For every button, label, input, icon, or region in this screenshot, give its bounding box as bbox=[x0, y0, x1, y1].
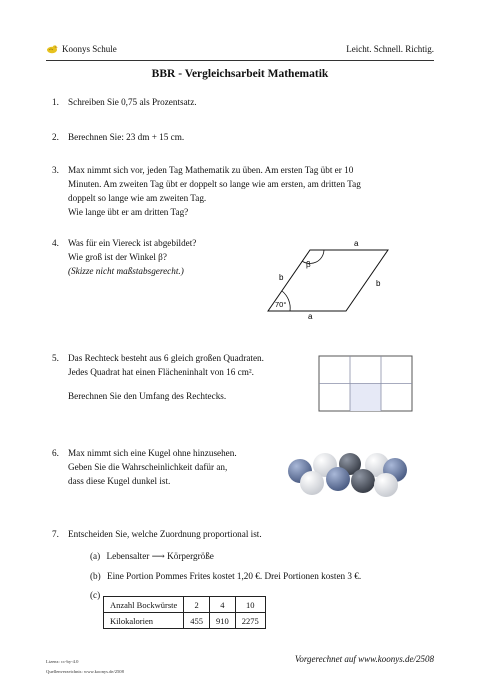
task-text: doppelt so lange wie am zweiten Tag. bbox=[68, 193, 207, 203]
ball-blue bbox=[326, 467, 350, 491]
balls-figure bbox=[282, 448, 412, 504]
option-text: Eine Portion Pommes Frites kostet 1,20 €. Drei Portionen kosten 3 €. bbox=[107, 571, 362, 581]
task-text: Schreiben Sie 0,75 als Prozentsatz. bbox=[68, 97, 197, 107]
option-label: (a) bbox=[90, 551, 101, 561]
koonys-logo-icon bbox=[46, 44, 58, 54]
table-cell: 455 bbox=[184, 613, 210, 629]
brand-name: Koonys Schule bbox=[62, 44, 117, 54]
task-text: Berechnen Sie: 23 dm + 15 cm. bbox=[68, 132, 185, 142]
task-number: 6. bbox=[52, 448, 59, 458]
task-7 bbox=[52, 527, 428, 541]
task-question: Wie lange übt er am dritten Tag? bbox=[68, 207, 189, 217]
task-text: Das Rechteck besteht aus 6 gleich großen Quadraten. bbox=[68, 353, 264, 363]
task-number: 1. bbox=[52, 97, 59, 107]
label-a-top: a bbox=[354, 239, 359, 248]
table-cell: 910 bbox=[210, 613, 236, 629]
option-label: (c) bbox=[90, 590, 101, 600]
task-number: 2. bbox=[52, 132, 59, 142]
task-text: Minuten. Am zweiten Tag übt er doppelt so lange wie am ersten, am dritten Tag bbox=[68, 179, 361, 189]
header-slogan: Leicht. Schnell. Richtig. bbox=[346, 44, 434, 54]
label-b-left: b bbox=[279, 273, 284, 282]
task-text: Max nimmt sich vor, jeden Tag Mathematik zu üben. Am ersten Tag übt er 10 bbox=[68, 165, 354, 175]
ball-white bbox=[374, 473, 398, 497]
task-4 bbox=[52, 236, 197, 278]
task-text: Geben Sie die Wahrscheinlichkeit dafür an, bbox=[68, 462, 228, 472]
task-text: Max nimmt sich eine Kugel ohne hinzusehen. bbox=[68, 448, 237, 458]
license-text: Lizenz: cc-by-4.0 bbox=[46, 659, 79, 664]
table-cell: 2 bbox=[184, 597, 210, 613]
task-5 bbox=[52, 351, 264, 403]
option-b bbox=[90, 569, 361, 583]
task-question: dass diese Kugel dunkel ist. bbox=[68, 476, 171, 486]
option-a bbox=[90, 549, 214, 563]
option-text: Lebensalter ⟶ Körpergröße bbox=[106, 551, 214, 561]
task-text: Was für ein Viereck ist abgebildet? bbox=[68, 238, 197, 248]
table-cell: 4 bbox=[210, 597, 236, 613]
ball-white bbox=[300, 471, 324, 495]
task-number: 3. bbox=[52, 165, 59, 175]
task-number: 7. bbox=[52, 529, 59, 539]
table-cell: 2275 bbox=[235, 613, 265, 629]
label-a-bottom: a bbox=[308, 312, 313, 320]
page-title: BBR - Vergleichsarbeit Mathematik bbox=[151, 68, 329, 80]
label-angle: 70° bbox=[275, 300, 287, 309]
table-row bbox=[104, 597, 266, 613]
bockwurst-table bbox=[103, 596, 266, 629]
task-number: 5. bbox=[52, 353, 59, 363]
task-text: Entscheiden Sie, welche Zuordnung proportional ist. bbox=[68, 529, 262, 539]
option-label: (b) bbox=[90, 571, 101, 581]
task-6 bbox=[52, 446, 237, 488]
task-question: Berechnen Sie den Umfang des Rechtecks. bbox=[68, 391, 227, 401]
grid-highlight-cell bbox=[350, 384, 381, 412]
task-3 bbox=[52, 163, 428, 219]
parallelogram-figure bbox=[262, 236, 422, 320]
task-1 bbox=[52, 95, 197, 109]
page-header bbox=[46, 42, 434, 58]
ball-dark bbox=[351, 469, 375, 493]
task-number: 4. bbox=[52, 238, 59, 248]
table-cell: 10 bbox=[235, 597, 265, 613]
sources-text: Quellenverzeichnis: www.koonys.de/2508 bbox=[46, 669, 124, 674]
table-cell: Kilokalorien bbox=[104, 613, 184, 629]
rectangle-grid-figure bbox=[318, 355, 414, 413]
sketch-note: (Skizze nicht maßstabsgerecht.) bbox=[68, 266, 184, 276]
task-2 bbox=[52, 130, 185, 144]
option-c bbox=[90, 588, 100, 602]
solution-link[interactable]: Vorgerechnet auf www.koonys.de/2508 bbox=[294, 654, 434, 664]
table-cell: Anzahl Bockwürste bbox=[104, 597, 184, 613]
label-b-right: b bbox=[376, 279, 381, 288]
table-row bbox=[104, 613, 266, 629]
header-divider bbox=[46, 60, 434, 61]
brand bbox=[46, 44, 117, 54]
task-text: Jedes Quadrat hat einen Flächeninhalt von 16 cm². bbox=[68, 367, 254, 377]
task-text: Wie groß ist der Winkel β? bbox=[68, 252, 167, 262]
label-beta: β bbox=[306, 260, 311, 269]
footer-meta bbox=[46, 657, 124, 677]
